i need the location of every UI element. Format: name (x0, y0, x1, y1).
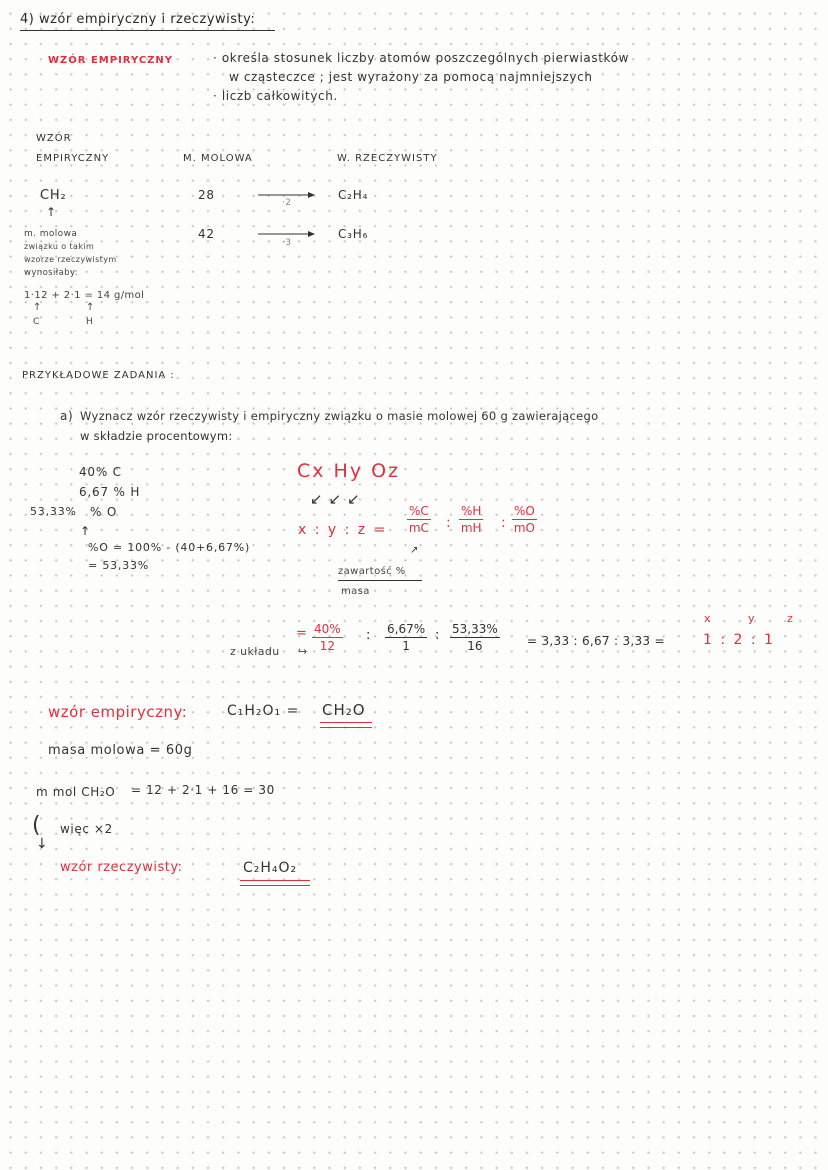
ratio-colon-2: : (501, 515, 506, 531)
content-arrow-icon: ↗ (410, 545, 419, 556)
calc-fraction-o (450, 622, 500, 653)
percent-c: 40% C (79, 465, 122, 479)
col-header-real: W. RZECZYWISTY (337, 153, 438, 164)
empirical-result-expanded: C₁H₂O₁ = (227, 703, 300, 719)
ratio-result: 1 : 2 : 1 (703, 632, 775, 648)
bracket-icon: ( (32, 813, 41, 838)
calc-fraction-c-num: 40% (314, 622, 341, 636)
empirical-result-underline (320, 722, 372, 728)
from-table-note: z układu (230, 645, 280, 658)
col-header-molar: M. MOLOWA (183, 153, 253, 164)
calc-arrow-h-icon: ↑ (86, 302, 95, 313)
task-letter: a) (60, 409, 74, 423)
col-header-empirical-1: WZÓR (36, 133, 72, 144)
task-line-2: w składzie procentowym: (80, 429, 233, 443)
var-y: y (748, 612, 755, 625)
col-header-empirical-2: EMPIRYCZNY (36, 153, 110, 164)
molar-calc: 1·12 + 2·1 = 14 g/mol (24, 290, 145, 301)
up-arrow-icon: ↑ (46, 205, 57, 219)
note-line-2: związku o takim (24, 242, 95, 251)
real-result-label: wzór rzeczywisty: (60, 860, 183, 875)
calc-label-c: C (33, 317, 40, 327)
var-x: x (704, 612, 711, 625)
o-calc-line-2: = 53,33% (88, 559, 150, 572)
fraction-o (512, 504, 537, 535)
molar-mass: masa molowa = 60g (48, 743, 193, 758)
fraction-c-num: %C (409, 504, 429, 518)
definition-line-1: · określa stosunek liczby atomów poszczególnych pierwiastków (213, 51, 630, 65)
calc-fraction-h (385, 622, 427, 653)
empirical-result-label: wzór empiryczny: (48, 703, 188, 721)
mass-note: masa (341, 586, 370, 597)
definition-line-3: · liczb całkowitych. (213, 89, 338, 103)
fraction-h-num: %H (461, 504, 482, 518)
calc-colon-1: : (366, 628, 371, 643)
general-formula: Cx Hy Oz (297, 460, 401, 482)
content-note: zawartość % (338, 566, 406, 577)
mmol-calc: = 12 + 2·1 + 16 = 30 (131, 783, 275, 797)
o-calc-line-1: %O = 100% - (40+6,67%) (88, 541, 251, 554)
section-title: 4) wzór empiryczny i rzeczywisty: (20, 12, 256, 27)
fraction-c-den: mC (408, 521, 429, 535)
down-arrow-icon: ↓ (36, 836, 48, 852)
row1-real: C₂H₄ (338, 188, 369, 202)
real-result: C₂H₄O₂ (243, 860, 298, 876)
equals-sign: = (296, 626, 307, 641)
row1-empirical: CH₂ (40, 188, 67, 203)
row2-factor: ·3 (282, 238, 292, 248)
fraction-h (459, 504, 483, 535)
ratio-values: = 3,33 : 6,67 : 3,33 = (527, 634, 665, 648)
calc-colon-2: : (435, 628, 440, 643)
calc-fraction-c-den: 12 (319, 639, 335, 653)
calc-fraction-h-den: 1 (402, 639, 410, 653)
calc-fraction-o-num: 53,33% (452, 622, 498, 636)
bullet-dot: · (213, 89, 222, 103)
note-line-4: wynosiłaby: (24, 268, 79, 278)
note-line-3: wzorze rzeczywistym (24, 255, 117, 264)
bullet-dot: · (213, 51, 222, 65)
title-underline (20, 30, 275, 31)
calc-fraction-c (312, 622, 343, 653)
real-result-underline (240, 880, 310, 886)
empirical-result: CH₂O (322, 701, 366, 719)
row2-real: C₃H₆ (338, 227, 369, 241)
calc-fraction-o-den: 16 (467, 639, 483, 653)
formula-arrows-icon: ↙↙↙ (310, 490, 366, 508)
fraction-c (407, 504, 431, 535)
empirical-label: WZÓR EMPIRYCZNY (48, 55, 174, 66)
calc-label-h: H (86, 317, 94, 327)
mmol-label: m mol CH₂O (36, 785, 116, 799)
calc-arrow-c-icon: ↑ (33, 302, 42, 313)
percent-h: 6,67 % H (79, 485, 141, 499)
note-line-1: m. molowa (24, 229, 78, 239)
o-calc-arrow-icon: ↑ (80, 524, 91, 538)
calc-fraction-h-num: 6,67% (387, 622, 426, 636)
ratio-colon-1: : (446, 515, 451, 531)
var-z: z (787, 612, 793, 625)
so-text: więc ×2 (60, 822, 113, 836)
task-line-1: Wyznacz wzór rzeczywisty i empiryczny związku o masie molowej 60 g zawierającego (80, 409, 599, 423)
definition-line-2: w cząsteczce ; jest wyrażony za pomocą najmniejszych (229, 70, 593, 84)
ratio-label: x : y : z = (298, 522, 388, 538)
content-note-underline (338, 580, 422, 581)
from-table-arrow-icon: ↪ (298, 645, 308, 658)
percent-o-value: 53,33% (30, 505, 77, 518)
fraction-o-den: mO (513, 521, 535, 535)
row1-factor: ·2 (282, 198, 292, 208)
row1-molar: 28 (198, 188, 215, 202)
examples-heading: PRZYKŁADOWE ZADANIA : (22, 370, 175, 381)
fraction-h-den: mH (460, 521, 482, 535)
row2-molar: 42 (198, 227, 215, 241)
percent-o: % O (90, 505, 118, 519)
fraction-o-num: %O (514, 504, 535, 518)
